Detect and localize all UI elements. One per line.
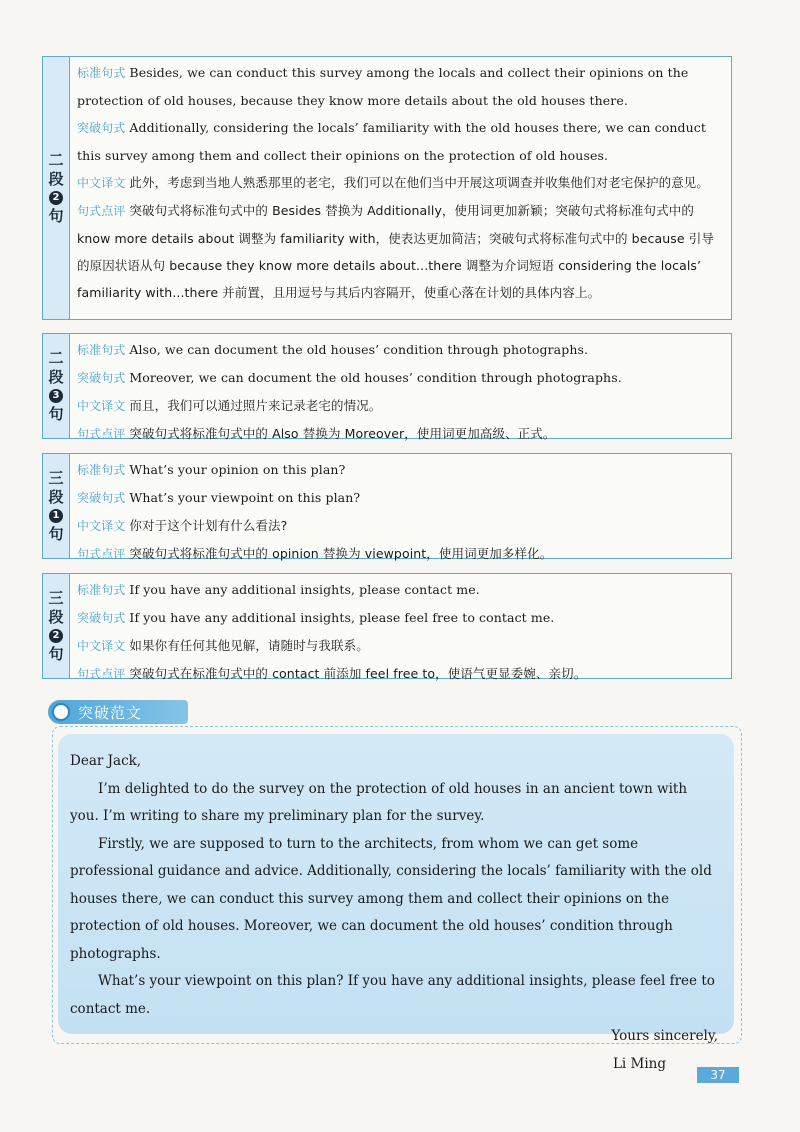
analysis-block-para3-sent1 bbox=[42, 453, 732, 559]
model-letter bbox=[58, 734, 734, 1072]
analysis-block-para3-sent2 bbox=[42, 573, 732, 679]
letter-greeting: Dear Jack, bbox=[70, 753, 142, 769]
breakthrough-sentence-row: 突破句式 Moreover, we can document the old houses’ condition through photographs. bbox=[77, 370, 622, 385]
standard-sentence-row: 标准句式 Also, we can document the old houses’ condition through photographs. bbox=[77, 342, 589, 357]
letter-paragraph-2: Firstly, we are supposed to turn to the architects, from whom we can get some professional guidance and advice. Additionally, considering the locals’ familiarity with the old houses there, we can conduct this survey among them and collect their opinions on the protection of old houses. Moreover, we can document the old houses’ condition through photographs. bbox=[70, 835, 712, 962]
section-banner bbox=[48, 700, 188, 724]
standard-sentence-row: 标准句式 If you have any additional insights, please contact me. bbox=[77, 582, 480, 597]
breakthrough-sentence-row: 突破句式 If you have any additional insights, please feel free to contact me. bbox=[77, 610, 555, 625]
translation-row: 中文译文 如果你有任何其他见解，请随时与我联系。 bbox=[77, 638, 369, 653]
translation-row: 中文译文 而且，我们可以通过照片来记录老宅的情况。 bbox=[77, 398, 382, 413]
page-number: 37 bbox=[697, 1067, 739, 1083]
comment-row: 句式点评 突破句式将标准句式中的 Besides 替换为 Additionally，使用词更加新颖；突破句式将标准句式中的 know more details about 调整为 familiarity with，使表达更加简洁；突破句式将标准句式中的 because 引导的原因状语从句 because they know more details about...there 调整为介词短语 considering the locals’ familiarity with...there 并前置，且用逗号与其后内容隔开，使重心落在计划的具体内容上。 bbox=[77, 203, 714, 300]
standard-sentence-row: 标准句式 Besides, we can conduct this survey among the locals and collect their opinions on the protection of old houses, because they know more details about the old houses there. bbox=[77, 65, 689, 108]
block-side-label: 三 段 2 句 bbox=[43, 574, 70, 678]
block-side-label: 二 段 2 句 bbox=[43, 57, 70, 319]
standard-sentence-row: 标准句式 What’s your opinion on this plan? bbox=[77, 462, 346, 477]
section-title: 突破范文 bbox=[78, 703, 143, 722]
letter-paragraph-3: What’s your viewpoint on this plan? If you have any additional insights, please feel free to contact me. bbox=[70, 973, 715, 1017]
translation-row: 中文译文 你对于这个计划有什么看法? bbox=[77, 518, 288, 533]
letter-closing: Yours sincerely, bbox=[611, 1028, 718, 1044]
translation-row: 中文译文 此外，考虑到当地人熟悉那里的老宅，我们可以在他们当中开展这项调查并收集他们对老宅保护的意见。 bbox=[77, 175, 710, 190]
circle-icon bbox=[52, 703, 70, 721]
analysis-block-para2-sent2 bbox=[42, 56, 732, 320]
breakthrough-sentence-row: 突破句式 What’s your viewpoint on this plan? bbox=[77, 490, 361, 505]
breakthrough-sentence-row: 突破句式 Additionally, considering the locals’ familiarity with the old houses there, we can conduct this survey among them and collect their opinions on the protection of old houses. bbox=[77, 120, 707, 163]
comment-row: 句式点评 突破句式在标准句式中的 contact 前添加 feel free to，使语气更显委婉、亲切。 bbox=[77, 666, 587, 681]
analysis-block-para2-sent3 bbox=[42, 333, 732, 439]
letter-signature: Li Ming bbox=[612, 1055, 666, 1072]
letter-paragraph-1: I’m delighted to do the survey on the protection of old houses in an ancient town with you. I’m writing to share my preliminary plan for the survey. bbox=[70, 780, 688, 824]
comment-row: 句式点评 突破句式将标准句式中的 opinion 替换为 viewpoint，使用词更加多样化。 bbox=[77, 546, 553, 561]
block-side-label: 三 段 1 句 bbox=[43, 454, 70, 558]
comment-row: 句式点评 突破句式将标准句式中的 Also 替换为 Moreover，使用词更加高级、正式。 bbox=[77, 426, 556, 441]
block-side-label: 二 段 3 句 bbox=[43, 334, 70, 438]
